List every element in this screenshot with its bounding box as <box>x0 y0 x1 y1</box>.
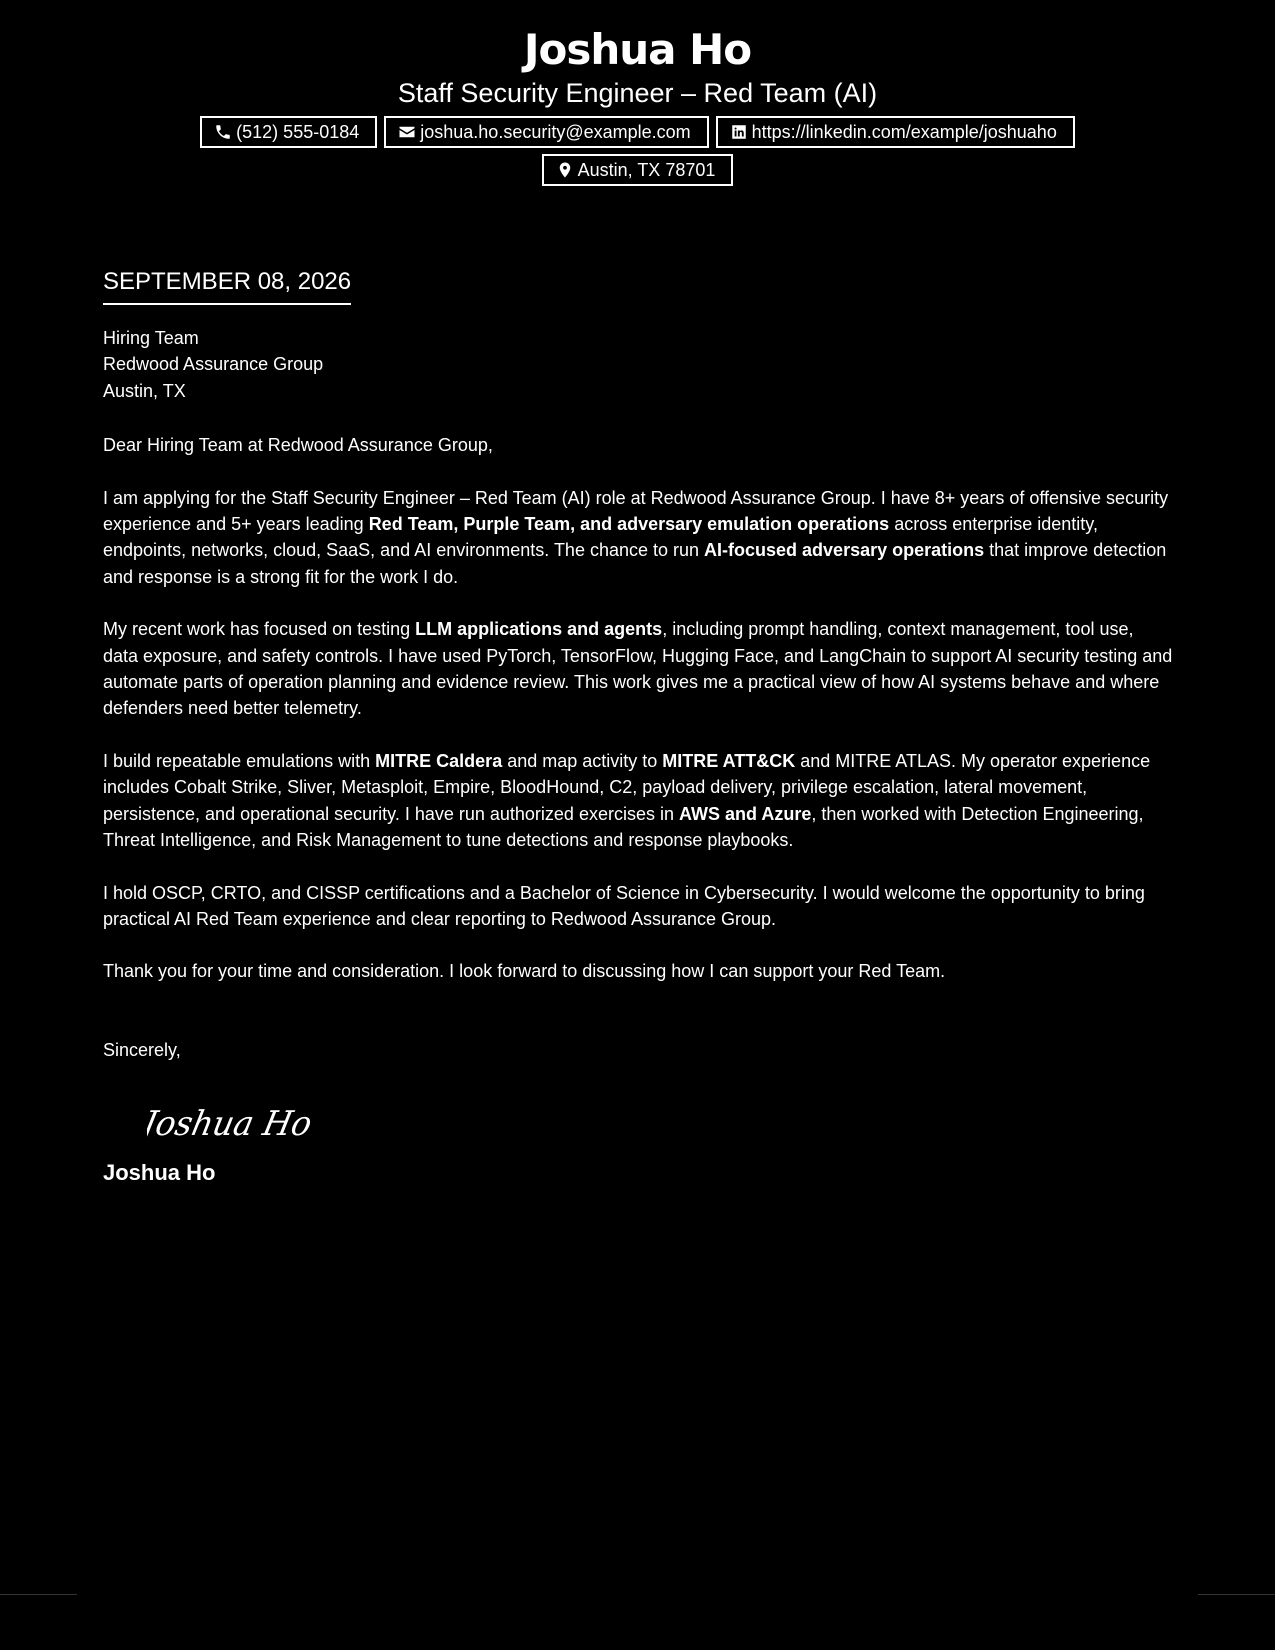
svg-text:Joshua Ho: Joshua Ho <box>147 1104 323 1145</box>
salutation: Dear Hiring Team at Redwood Assurance Group, <box>103 435 493 456</box>
text-run: , including prompt handling, context management, tool use, data exposure, and safety controls. I have used PyTorch, TensorFlow, Hugging Face, and LangChain to support AI security testing and automate parts of operation planning and evidence review. This work gives me a practical view of how AI systems behave and where defenders need better telemetry. <box>103 619 1173 719</box>
paragraph-ai-work <box>103 616 1173 722</box>
signature-image <box>147 1097 323 1147</box>
paragraph-intro <box>103 485 1173 591</box>
phone-icon <box>214 123 232 141</box>
text-run: , then worked with Detection Engineering, Threat Intelligence, and Risk Management to tune detections and response playbooks. <box>103 803 1144 851</box>
paragraph-certifications: I hold OSCP, CRTO, and CISSP certifications and a Bachelor of Science in Cybersecurity. I would welcome the opportunity to bring practical AI Red Team experience and clear reporting to Redwood Assurance Group. <box>103 882 1145 929</box>
text-run: I am applying for the Staff Security Engineer – Red Team (AI) role at Redwood Assurance Group. I have 8+ years of offensive security experience and 5+ years leading <box>103 487 1169 535</box>
handwritten-signature <box>147 1097 1173 1147</box>
letter-header <box>0 0 1275 186</box>
bold-run: MITRE ATT&CK <box>662 750 796 771</box>
bold-run: AWS and Azure <box>678 803 812 824</box>
letter-date: SEPTEMBER 08, 2026 <box>103 263 351 305</box>
bold-run: MITRE Caldera <box>375 750 503 771</box>
text-run: I build repeatable emulations with <box>103 750 376 771</box>
contact-linkedin-text: https://linkedin.com/example/joshuaho <box>751 122 1057 142</box>
applicant-title: Staff Security Engineer – Red Team (AI) <box>397 78 878 108</box>
signed-name: Joshua Ho <box>103 1160 216 1186</box>
contact-linkedin[interactable] <box>716 116 1075 148</box>
envelope-icon <box>398 123 416 141</box>
contact-location <box>542 154 734 186</box>
bold-run: Red Team, Purple Team, and adversary emulation operations <box>368 514 890 535</box>
contact-phone[interactable] <box>200 116 377 148</box>
paragraph-thanks: Thank you for your time and consideration. I look forward to discussing how I can support your Red Team. <box>103 961 946 982</box>
text-run: and MITRE ATLAS. My operator experience includes Cobalt Strike, Sliver, Metasploit, Empire, BloodHound, C2, payload delivery, privilege escalation, lateral movement, persistence, and operational security. I have run authorized exercises in <box>103 750 1151 824</box>
contact-row-secondary <box>0 154 1275 186</box>
recipient-block <box>103 325 1173 404</box>
bold-run: LLM applications and agents <box>415 619 663 640</box>
footer-divider-left <box>0 1594 77 1595</box>
paragraph-emulation <box>103 748 1173 854</box>
closing: Sincerely, <box>103 1039 181 1060</box>
recipient-line: Austin, TX <box>103 380 186 401</box>
contact-row-primary <box>0 116 1275 148</box>
text-run: My recent work has focused on testing <box>103 619 416 640</box>
text-run: across enterprise identity, endpoints, networks, cloud, SaaS, and AI environments. The chance to run <box>103 514 1098 561</box>
recipient-line: Hiring Team <box>103 328 199 348</box>
text-run: and map activity to <box>502 750 663 771</box>
contact-email[interactable] <box>384 116 708 148</box>
contact-email-text: joshua.ho.security@example.com <box>420 122 691 142</box>
bold-run: AI-focused adversary operations <box>704 540 985 561</box>
text-run: that improve detection and response is a strong fit for the work I do. <box>103 540 1167 587</box>
footer-divider-right <box>1198 1594 1275 1595</box>
applicant-name: Joshua Ho <box>523 25 752 74</box>
contact-location-text: Austin, TX 78701 <box>577 160 716 180</box>
map-marker-icon <box>556 161 574 179</box>
letter-body <box>103 263 1173 1187</box>
recipient-line: Redwood Assurance Group <box>103 354 324 375</box>
contact-phone-text: (512) 555-0184 <box>236 122 360 142</box>
linkedin-icon <box>730 123 748 141</box>
